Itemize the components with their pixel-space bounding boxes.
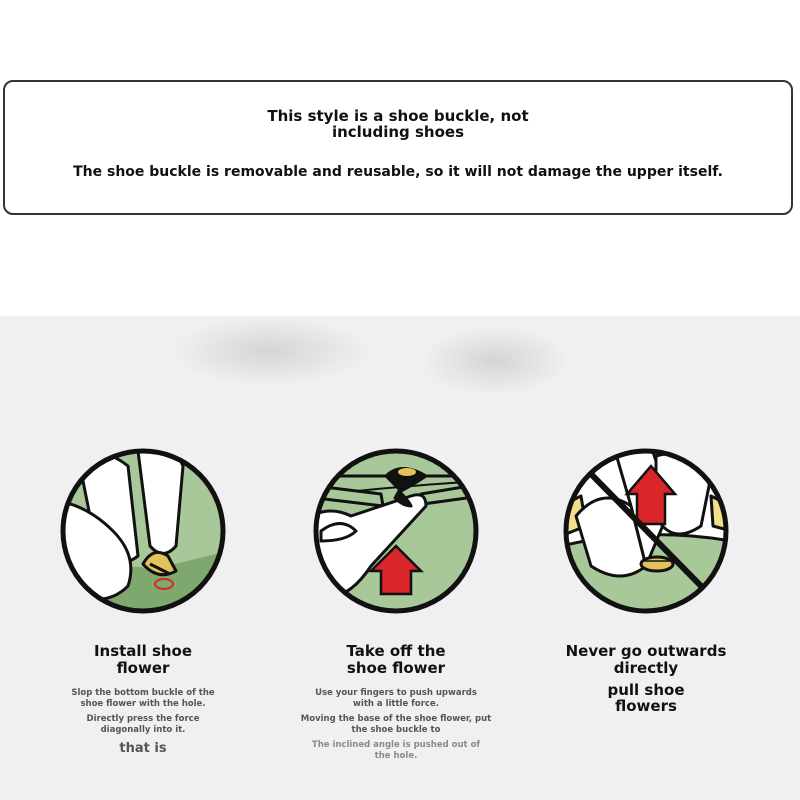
install-hand-icon bbox=[58, 446, 228, 616]
step-warning-subtitle-line-2: flowers bbox=[615, 697, 677, 715]
step-remove-title-line-1: Take off the bbox=[346, 642, 446, 660]
notice-box bbox=[3, 80, 793, 215]
background-smudge bbox=[420, 326, 570, 396]
step-warning-subtitle bbox=[546, 682, 746, 714]
step-warning-title bbox=[546, 643, 746, 677]
step-install-extra: that is bbox=[119, 741, 167, 756]
notice-title-line-1: This style is a shoe buckle, not bbox=[267, 107, 529, 125]
notice-title-line-2: including shoes bbox=[331, 123, 465, 141]
step-install-title bbox=[43, 643, 243, 677]
step-remove-desc-2: Moving the base of the shoe flower, put the shoe buckle to bbox=[300, 714, 492, 735]
step-remove-title bbox=[296, 643, 496, 677]
step-warning-subtitle-line-1: pull shoe bbox=[607, 681, 685, 699]
notice-title bbox=[5, 108, 791, 140]
step-install-desc-2: Directly press the force diagonally into it. bbox=[86, 714, 200, 735]
prohibited-pull-icon bbox=[561, 446, 731, 616]
push-up-hand-icon bbox=[311, 446, 481, 616]
step-install-title-line-2: flower bbox=[116, 659, 170, 677]
step-warning-title-line-1: Never go outwards bbox=[565, 642, 727, 660]
step-install-desc-1: Slop the bottom buckle of the shoe flower with the hole. bbox=[71, 688, 215, 709]
instructions-panel bbox=[0, 316, 800, 800]
step-remove-desc-3: The inclined angle is pushed out of the hole. bbox=[311, 740, 481, 761]
notice-subtitle: The shoe buckle is removable and reusable, so it will not damage the upper itself. bbox=[73, 164, 723, 180]
step-warning-title-line-2: directly bbox=[613, 659, 679, 677]
step-install-title-line-1: Install shoe bbox=[93, 642, 193, 660]
background-smudge bbox=[170, 316, 370, 386]
step-remove-title-line-2: shoe flower bbox=[346, 659, 446, 677]
step-remove-desc-1: Use your fingers to push upwards with a little force. bbox=[315, 688, 477, 709]
